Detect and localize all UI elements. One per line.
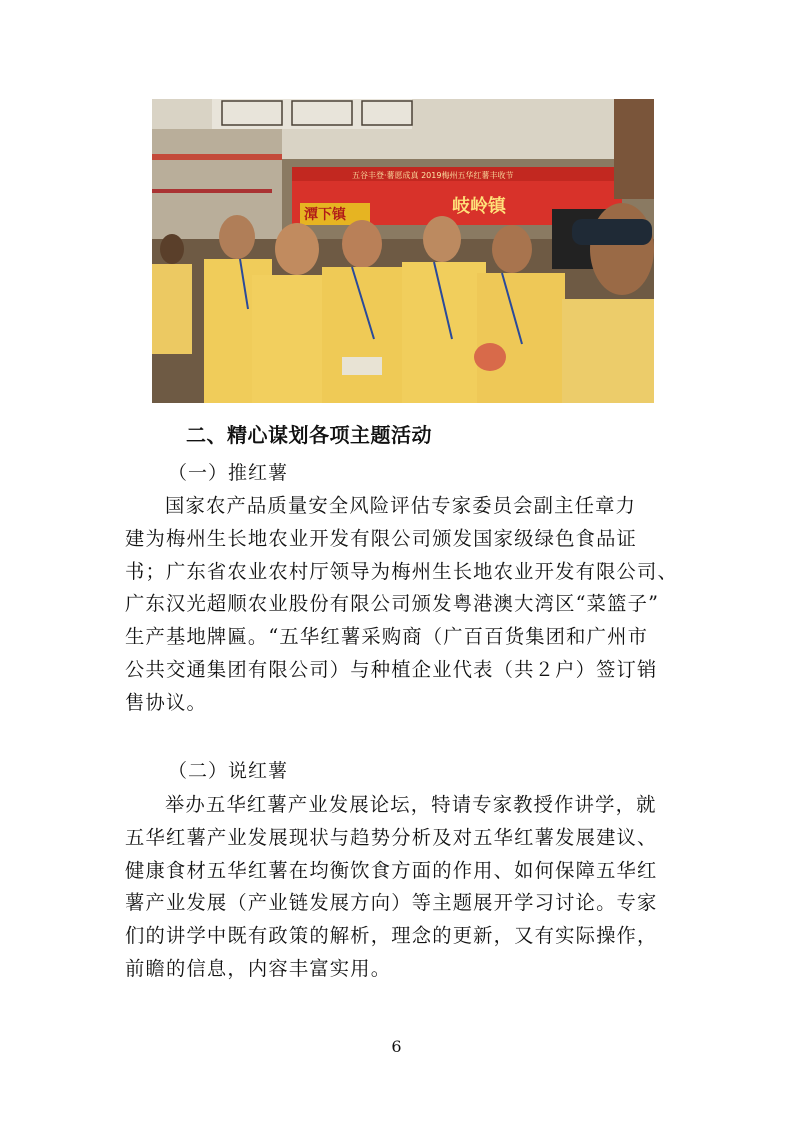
section-heading: 二、精心谋划各项主题活动 xyxy=(186,423,432,447)
paragraph-1-line: 书；广东省农业农村厅领导为梅州生长地农业开发有限公司、 xyxy=(125,559,678,583)
paragraph-2 xyxy=(125,789,675,986)
banner-small-text-left: 五谷丰登·薯愿成真 2019梅州五华红薯丰收节 xyxy=(352,171,514,180)
subsection-heading-1: （一）推红薯 xyxy=(168,462,289,484)
paragraph-2-line: 们的讲学中既有政策的解析，理念的更新，又有实际操作， xyxy=(125,924,658,948)
event-photo xyxy=(152,99,654,403)
paragraph-1-line: 售协议。 xyxy=(125,690,207,714)
paragraph-1-line: 国家农产品质量安全风险评估专家委员会副主任章力 xyxy=(165,494,637,517)
banner-sign-right: 岐岭镇 xyxy=(452,196,506,217)
paragraph-1-line: 公共交通集团有限公司）与种植企业代表（共２户）签订销 xyxy=(125,657,658,681)
page-number: 6 xyxy=(391,1037,402,1056)
paragraph-2-line: 五华红薯产业发展现状与趋势分析及对五华红薯发展建议、 xyxy=(125,825,658,849)
paragraph-1-line: 生产基地牌匾。“五华红薯采购商（广百百货集团和广州市 xyxy=(125,625,649,649)
paragraph-2-line: 健康食材五华红薯在均衡饮食方面的作用、如何保障五华红 xyxy=(125,858,658,882)
paragraph-2-line: 举办五华红薯产业发展论坛，特请专家教授作讲学，就 xyxy=(165,793,657,816)
paragraph-1-line: 广东汉光超顺农业股份有限公司颁发粤港澳大湾区“菜篮子” xyxy=(125,592,660,616)
banner-sign-left: 潭下镇 xyxy=(304,207,346,223)
subsection-heading-2: （二）说红薯 xyxy=(168,760,289,782)
event-photo-illustration xyxy=(152,99,654,403)
paragraph-2-line: 前瞻的信息，内容丰富实用。 xyxy=(125,956,392,980)
paragraph-2-line: 薯产业发展（产业链发展方向）等主题展开学习讨论。专家 xyxy=(125,891,658,915)
paragraph-1 xyxy=(125,490,678,720)
paragraph-1-line: 建为梅州生长地农业开发有限公司颁发国家级绿色食品证 xyxy=(125,526,638,550)
